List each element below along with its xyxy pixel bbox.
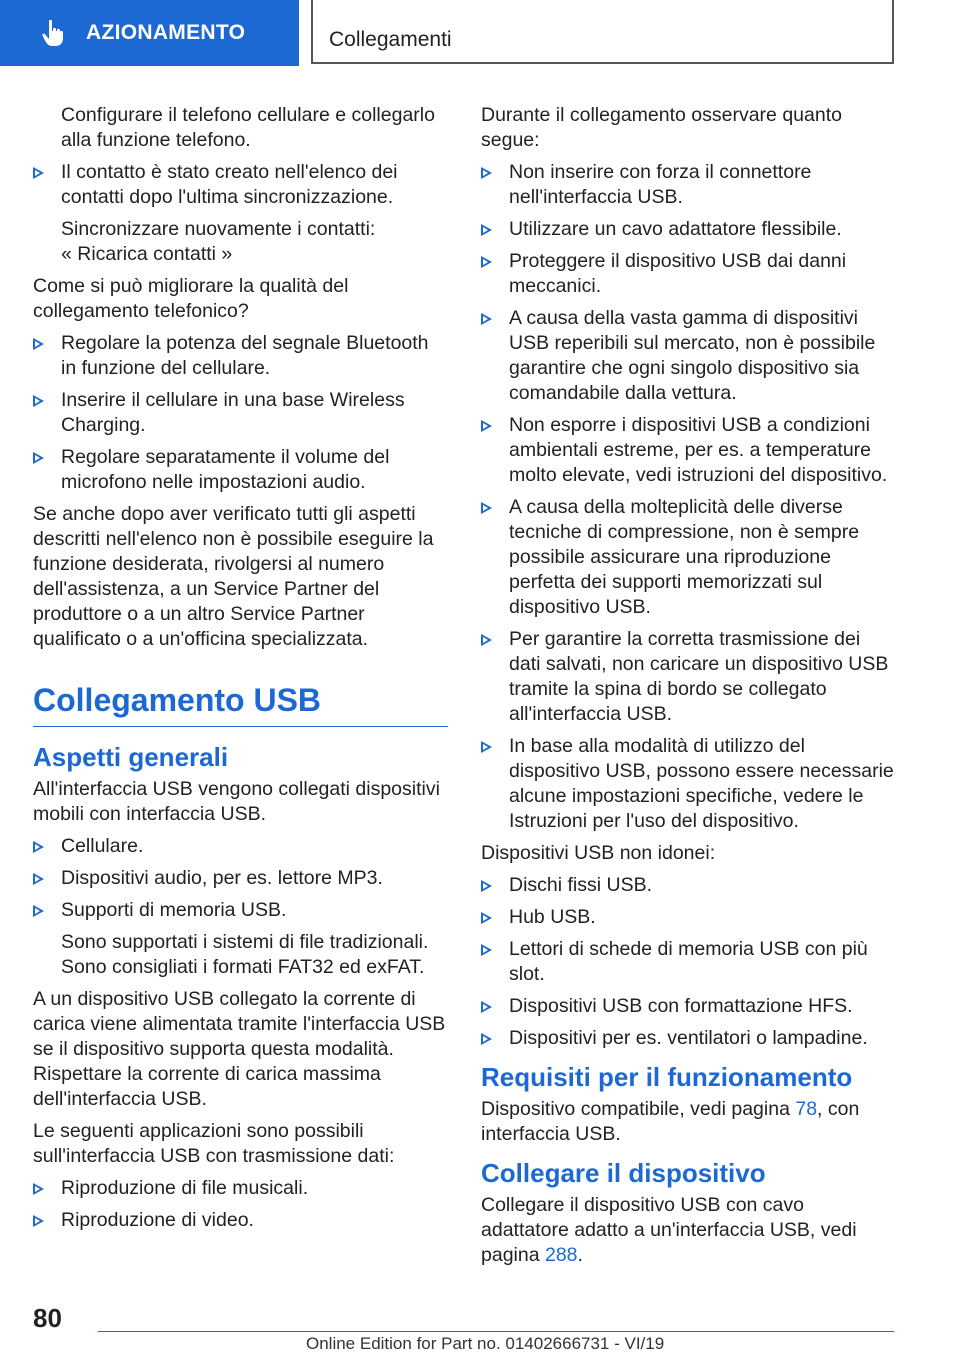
subsection-heading: Aspetti generali — [33, 742, 229, 772]
list-item — [481, 413, 896, 488]
list-item — [481, 249, 896, 299]
list-item-text: Cellulare. — [61, 835, 144, 857]
right-column — [481, 103, 896, 1275]
list-item-text: Non esporre i dispositivi USB a condizioni ambientali estreme, per es. a temperature molto elevate, vedi istruzioni del dispositivo. — [509, 414, 888, 486]
paragraph — [481, 1193, 896, 1268]
footer-edition: Online Edition for Part no. 01402666731 - VI/19 — [306, 1334, 665, 1353]
bullet-triangle-icon — [481, 1001, 492, 1013]
list-item — [481, 160, 896, 210]
bullet-triangle-icon — [481, 634, 492, 646]
paragraph: A un dispositivo USB collegato la corrente di carica viene alimentata tramite l'interfaccia USB se il dispositivo supporta questa modalità. Rispettare la corrente di carica massima dell'interfaccia USB. — [33, 988, 446, 1110]
subsection-heading: Requisiti per il funzionamento — [481, 1062, 853, 1092]
bullet-triangle-icon — [33, 1183, 44, 1195]
list-item — [481, 994, 896, 1019]
page-number: 80 — [33, 1303, 62, 1333]
bullet-triangle-icon — [481, 256, 492, 268]
list-item — [33, 160, 448, 210]
bullet-triangle-icon — [33, 338, 44, 350]
bullet-triangle-icon — [481, 912, 492, 924]
list-item — [33, 898, 448, 923]
bullet-triangle-icon — [33, 841, 44, 853]
list-item — [33, 1208, 448, 1233]
list-item — [33, 866, 448, 891]
bullet-triangle-icon — [33, 905, 44, 917]
list-item-text: Hub USB. — [509, 906, 596, 928]
list-item-text: Regolare la potenza del segnale Bluetooth in funzione del cellulare. — [61, 332, 429, 379]
paragraph: Se anche dopo aver verificato tutti gli aspetti descritti nell'elenco non è possibile eseguire la funzione desiderata, rivolgersi al numero dell'assistenza, a un Service Partner del produttore o a un altro Service Partner qualificato o a un'officina specializzata. — [33, 503, 434, 650]
list-item-text: Inserire il cellulare in una base Wireless Charging. — [61, 389, 405, 436]
list-item — [481, 905, 896, 930]
list-item-text: Non inserire con forza il connettore nell'interfaccia USB. — [509, 161, 812, 208]
list-item — [481, 734, 896, 834]
paragraph: Come si può migliorare la qualità del collegamento telefonico? — [33, 275, 349, 322]
list-item-text: Dispositivi USB con formattazione HFS. — [509, 995, 853, 1017]
bullet-triangle-icon — [481, 167, 492, 179]
bullet-triangle-icon — [33, 167, 44, 179]
list-item-text: Dispositivi audio, per es. lettore MP3. — [61, 867, 383, 889]
bullet-triangle-icon — [33, 873, 44, 885]
bullet-triangle-icon — [481, 880, 492, 892]
footer-divider — [98, 1331, 894, 1332]
list-item-text: Dischi fissi USB. — [509, 874, 653, 896]
left-column — [33, 103, 448, 1240]
bullet-triangle-icon — [481, 944, 492, 956]
page-link[interactable]: 288 — [544, 1244, 578, 1266]
list-item — [481, 217, 896, 242]
bullet-triangle-icon — [481, 420, 492, 432]
paragraph: Dispositivi USB non idonei: — [481, 842, 716, 864]
list-item — [481, 937, 896, 987]
list-item-text: In base alla modalità di utilizzo del dispositivo USB, possono essere necessarie alcune impostazioni specifiche, vedere le Istruzioni per l'uso del dispositivo. — [509, 735, 894, 832]
section-heading: Collegamento USB — [33, 680, 448, 727]
list-item — [33, 445, 448, 495]
list-item-text: Dispositivi per es. ventilatori o lampadine. — [509, 1027, 868, 1049]
list-item-text: Per garantire la corretta trasmissione dei dati salvati, non caricare un dispositivo USB tramite la spina di bordo se collegato all'interfaccia USB. — [509, 628, 889, 725]
bullet-triangle-icon — [481, 224, 492, 236]
paragraph-text: Collegare il dispositivo USB con cavo adattatore adatto a un'interfaccia USB, vedi pagina — [481, 1194, 857, 1266]
list-item — [481, 495, 896, 620]
section-tab-label: AZIONAMENTO — [86, 21, 246, 44]
chapter-header — [311, 0, 894, 64]
list-item — [33, 388, 448, 438]
list-item-text: Riproduzione di video. — [61, 1209, 254, 1231]
list-item-text: Regolare separatamente il volume del microfono nelle impostazioni audio. — [61, 446, 390, 493]
paragraph: Durante il collegamento osservare quanto segue: — [481, 104, 842, 151]
list-item — [481, 627, 896, 727]
bullet-triangle-icon — [33, 452, 44, 464]
paragraph — [481, 1097, 896, 1147]
list-item-text: Il contatto è stato creato nell'elenco dei contatti dopo l'ultima sincronizzazione. — [61, 161, 398, 208]
paragraph-text: , con interfaccia USB. — [481, 1098, 860, 1145]
list-item-text: Supporti di memoria USB. — [61, 899, 287, 921]
list-item — [481, 1026, 896, 1051]
paragraph-text: . — [577, 1244, 583, 1266]
list-item — [33, 1176, 448, 1201]
list-item-text: Proteggere il dispositivo USB dai danni meccanici. — [509, 250, 847, 297]
bullet-triangle-icon — [481, 1033, 492, 1045]
list-item — [481, 306, 896, 406]
chapter-title: Collegamenti — [329, 28, 452, 51]
bullet-triangle-icon — [481, 741, 492, 753]
page-link[interactable]: 78 — [795, 1098, 818, 1120]
paragraph: « Ricarica contatti » — [61, 243, 233, 265]
list-item — [33, 834, 448, 859]
list-item — [33, 331, 448, 381]
paragraph: Le seguenti applicazioni sono possibili sull'interfaccia USB con trasmissione dati: — [33, 1120, 395, 1167]
bullet-triangle-icon — [33, 1215, 44, 1227]
bullet-triangle-icon — [481, 313, 492, 325]
hand-pointer-icon — [38, 18, 68, 48]
list-item-text: Utilizzare un cavo adattatore flessibile. — [509, 218, 842, 240]
paragraph: All'interfaccia USB vengono collegati dispositivi mobili con interfaccia USB. — [33, 778, 440, 825]
list-item-text: Riproduzione di file musicali. — [61, 1177, 309, 1199]
paragraph-text: Dispositivo compatibile, vedi pagina — [481, 1098, 796, 1120]
subsection-heading: Collegare il dispositivo — [481, 1158, 766, 1188]
bullet-triangle-icon — [481, 502, 492, 514]
list-item — [481, 873, 896, 898]
section-tab[interactable] — [0, 0, 299, 66]
list-item-text: Lettori di schede di memoria USB con più slot. — [509, 938, 868, 985]
paragraph: Sincronizzare nuovamente i contatti: — [61, 218, 376, 240]
bullet-triangle-icon — [33, 395, 44, 407]
paragraph: Configurare il telefono cellulare e collegarlo alla funzione telefono. — [61, 104, 435, 151]
list-item-text: A causa della molteplicità delle diverse tecniche di compressione, non è sempre possibile assicurare una riproduzione perfetta dei supporti memorizzati sul dispositivo USB. — [509, 496, 860, 618]
paragraph: Sono supportati i sistemi di file tradizionali. Sono consigliati i formati FAT32 ed exFAT. — [61, 931, 429, 978]
list-item-text: A causa della vasta gamma di dispositivi USB reperibili sul mercato, non è possibile garantire che ogni singolo dispositivo sia comandabile dalla vettura. — [509, 307, 876, 404]
